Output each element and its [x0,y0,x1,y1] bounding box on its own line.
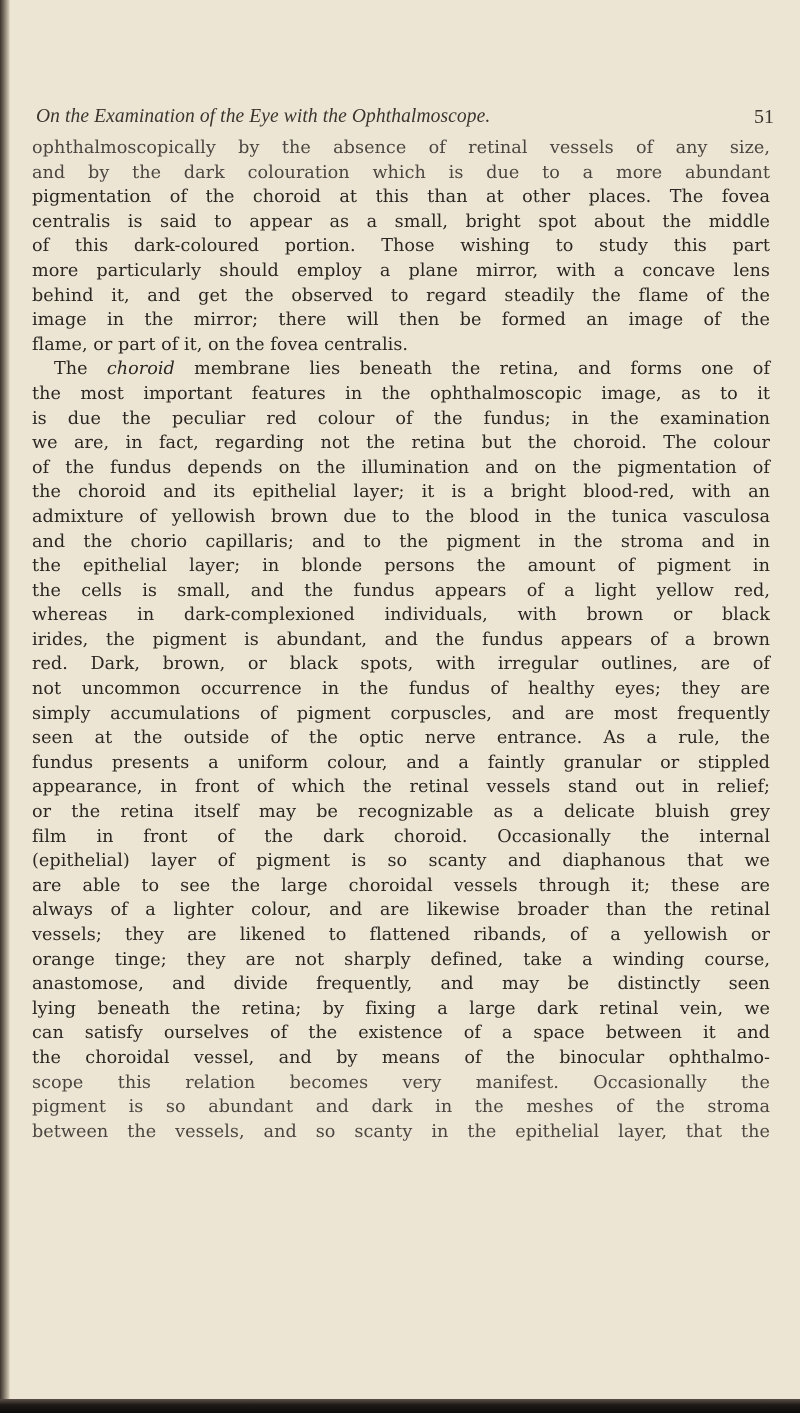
page-bottom-edge [0,1399,800,1413]
text-line: and by the dark colouration which is due to a more abundant [32,162,770,183]
text-line: appearance, in front of which the retinal vessels stand out in relief; [32,777,770,798]
text-line: can satisfy ourselves of the existence of a space between it and [32,1023,770,1044]
text-line: film in front of the dark choroid. Occasionally the internal [32,826,770,847]
text-line: flame, or part of it, on the fovea centralis. [32,334,409,355]
text-line: of this dark-coloured portion. Those wishing to study this part [32,236,770,257]
text-line: lying beneath the retina; by fixing a large dark retinal vein, we [32,998,770,1019]
text-line: centralis is said to appear as a small, bright spot about the middle [32,211,770,232]
text-line: the epithelial layer; in blonde persons the amount of pigment in [32,556,770,577]
text-line: the cells is small, and the fundus appears of a light yellow red, [32,580,770,601]
text-line: pigmentation of the choroid at this than at other places. The fovea [32,187,770,208]
text-line: scope this relation becomes very manifest. Occasionally the [32,1072,770,1093]
text-line: not uncommon occurrence in the fundus of healthy eyes; they are [32,679,770,700]
text-line: fundus presents a uniform colour, and a faintly granular or stippled [32,752,770,773]
text-line: vessels; they are likened to flattened ribands, of a yellowish or [32,925,770,945]
text-line: are able to see the large choroidal vessels through it; these are [32,875,770,896]
paragraph-start-line: The choroid membrane lies beneath the retina, and forms one of [54,359,770,380]
running-head [36,106,774,136]
text-line: image in the mirror; there will then be formed an image of the [32,310,770,331]
text-line: the choroid and its epithelial layer; it is a bright blood-red, with an [32,482,770,503]
body-text [32,136,770,1144]
text-line: or the retina itself may be recognizable as a delicate bluish grey [32,802,770,823]
text-line: pigment is so abundant and dark in the meshes of the stroma [32,1097,770,1118]
text-line: ophthalmoscopically by the absence of retinal vessels of any size, [32,138,770,158]
text-line: whereas in dark-complexioned individuals, with brown or black [32,605,770,626]
text-line: we are, in fact, regarding not the retina but the choroid. The colour [32,433,770,454]
text-line: admixture of yellowish brown due to the blood in the tunica vasculosa [32,506,770,527]
page-number: 51 [754,106,774,128]
text-line: is due the peculiar red colour of the fundus; in the examination [32,408,770,429]
book-spine-shadow [0,0,10,1413]
text-line: between the vessels, and so scanty in the epithelial layer, that the [32,1121,770,1142]
text-line: orange tinge; they are not sharply defined, take a winding course, [32,949,770,970]
text-line: the choroidal vessel, and by means of the binocular ophthalmo- [32,1047,770,1068]
italic-term: choroid [106,359,175,380]
text-line: the most important features in the ophthalmoscopic image, as to it [32,383,770,404]
text-line: irides, the pigment is abundant, and the fundus appears of a brown [32,629,770,650]
text-line: seen at the outside of the optic nerve entrance. As a rule, the [32,728,770,749]
text-line: more particularly should employ a plane mirror, with a concave lens [32,260,770,281]
book-page [32,0,800,1413]
running-title: On the Examination of the Eye with the Ophthalmoscope. [36,106,491,127]
text-line: always of a lighter colour, and are likewise broader than the retinal [32,900,770,921]
text-line: anastomose, and divide frequently, and may be distinctly seen [32,974,770,995]
text-line: behind it, and get the observed to regard steadily the flame of the [32,285,770,306]
text-line: and the chorio capillaris; and to the pigment in the stroma and in [32,531,770,552]
text-line: of the fundus depends on the illumination and on the pigmentation of [32,457,770,478]
text-line: simply accumulations of pigment corpuscles, and are most frequently [32,703,770,724]
text-line: red. Dark, brown, or black spots, with irregular outlines, are of [32,654,770,675]
text-line: (epithelial) layer of pigment is so scanty and diaphanous that we [32,851,770,872]
